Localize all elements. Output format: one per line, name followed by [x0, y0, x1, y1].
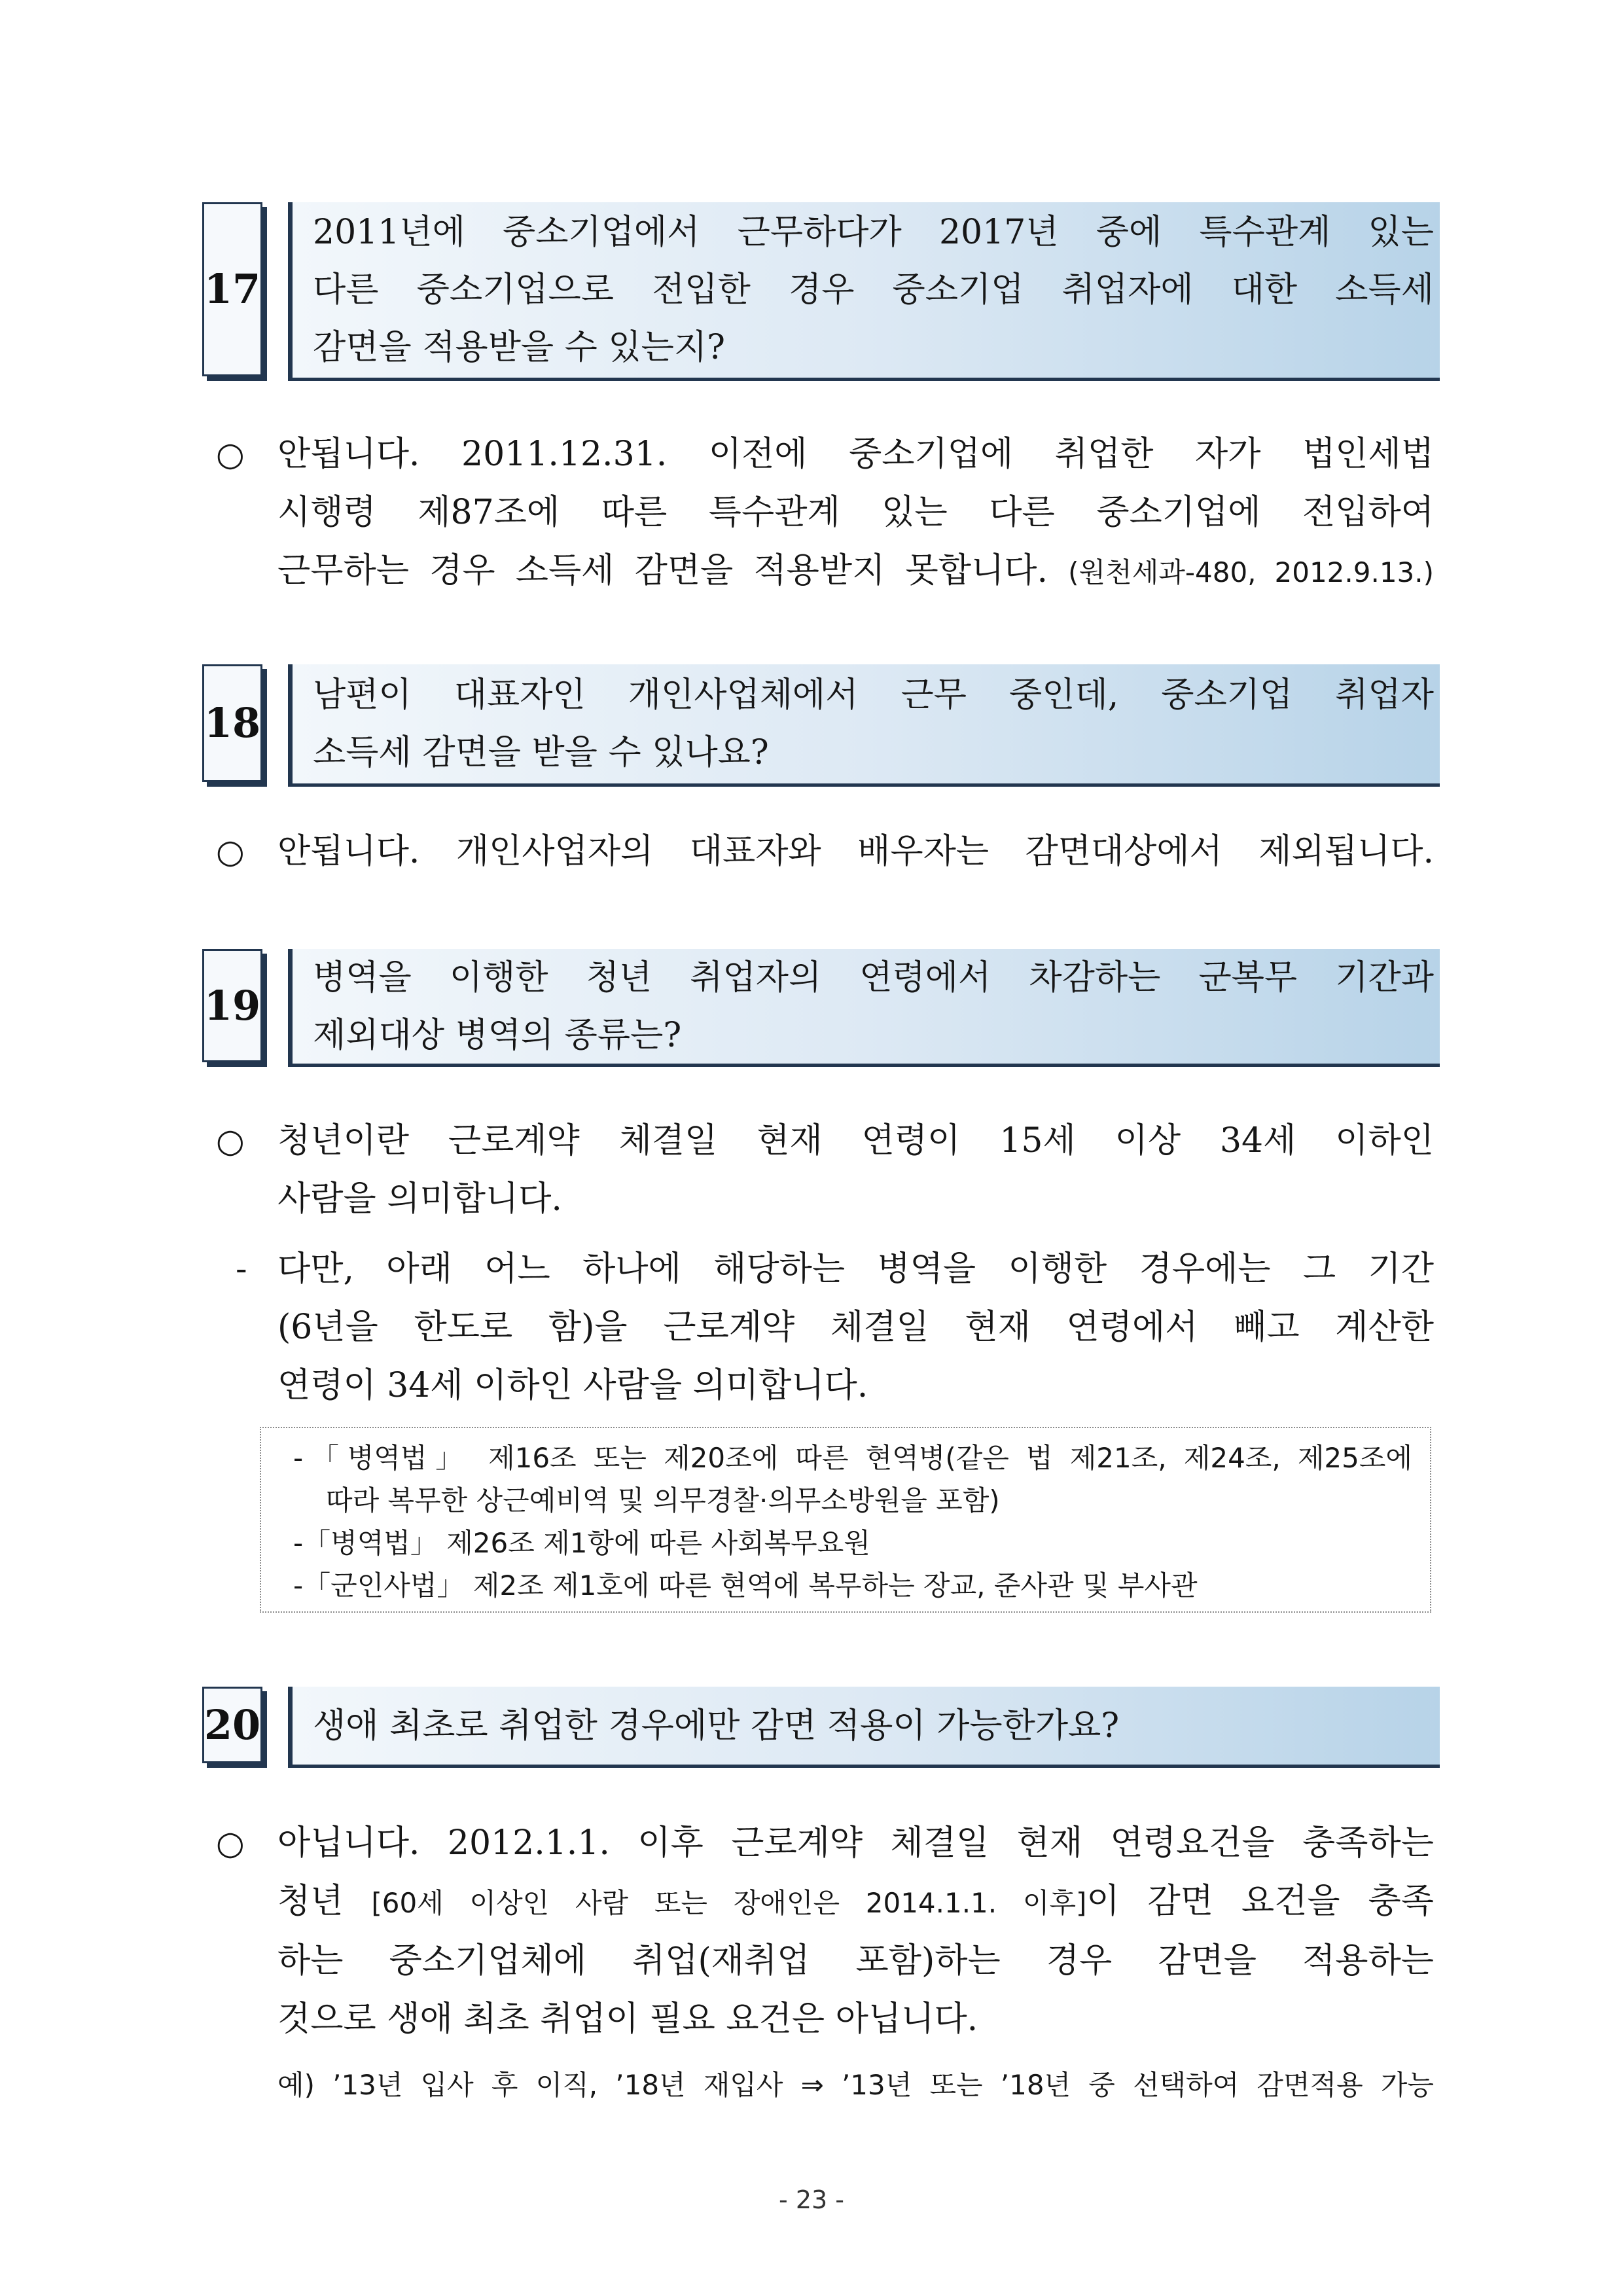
answer-line: [277, 1873, 1434, 1932]
question-line: 다른 중소기업으로 전입한 경우 중소기업 취업자에 대한 소득세: [313, 270, 1434, 310]
answer-line-text: 근무하는 경우 소득세 감면을 적용받지 못합니다.: [277, 551, 1048, 590]
question-line: 소득세 감면을 받을 수 있나요?: [313, 733, 769, 772]
sub-item-line: 연령이 34세 이하인 사람을 의미합니다.: [277, 1366, 868, 1405]
answer-line: 안됩니다. 개인사업자의 대표자와 배우자는 감면대상에서 제외됩니다.: [277, 832, 1434, 871]
answer-line-tail: 이 감면 요건을 충족: [1086, 1882, 1434, 1921]
question-line: 생애 최초로 취업한 경우에만 감면 적용이 가능한가요?: [313, 1706, 1120, 1746]
question-number-box: [202, 664, 262, 782]
answer-text: [277, 425, 1434, 601]
answer-bullet: ○: [216, 435, 245, 473]
question-number: 20: [204, 1700, 261, 1749]
answer-bullet: ○: [216, 833, 245, 870]
answer-line: 안됩니다. 2011.12.31. 이전에 중소기업에 취업한 자가 법인세법: [277, 435, 1434, 474]
answer-reference: (원천세과-480, 2012.9.13.): [1068, 556, 1434, 588]
answer-text: [277, 1814, 1434, 2049]
sub-item-marker: -: [236, 1249, 247, 1289]
answer-line-lead: 청년: [277, 1882, 344, 1921]
answer-line: [277, 542, 1434, 601]
answer-line: 사람을 의미합니다.: [277, 1179, 562, 1219]
question-line: 제외대상 병역의 종류는?: [313, 1015, 682, 1055]
question-number-box: [202, 1687, 262, 1763]
answer-line: 시행령 제87조에 따른 특수관계 있는 다른 중소기업에 전입하여: [277, 493, 1434, 532]
question-box: [288, 1687, 1440, 1768]
sub-item-line: 다만, 아래 어느 하나에 해당하는 병역을 이행한 경우에는 그 기간: [277, 1249, 1434, 1289]
note-line: 따라 복무한 상근예비역 및 의무경찰·의무소방원을 포함): [326, 1484, 1000, 1516]
question-line: 병역을 이행한 청년 취업자의 연령에서 차감하는 군복무 기간과: [313, 958, 1434, 997]
answer-text: [277, 823, 1434, 881]
sub-item-line: (6년을 한도로 함)을 근로계약 체결일 현재 연령에서 빼고 계산한: [277, 1308, 1434, 1347]
answer-line-bracket: [60세 이상인 사람 또는 장애인은 2014.1.1. 이후]: [371, 1887, 1087, 1919]
question-box: [288, 664, 1440, 787]
note-box: [260, 1427, 1431, 1613]
answer-line: 청년이란 근로계약 체결일 현재 연령이 15세 이상 34세 이하인: [277, 1121, 1434, 1160]
answer-text: [277, 1112, 1434, 1229]
question-number: 17: [204, 265, 261, 313]
answer-line: 아닙니다. 2012.1.1. 이후 근로계약 체결일 현재 연령요건을 충족하는: [277, 1823, 1434, 1863]
note-line: -「군인사법」 제2조 제1호에 따른 현역에 복무하는 장교, 준사관 및 부사관: [293, 1570, 1198, 1602]
question-box: [288, 202, 1440, 381]
question-line: 감면을 적용받을 수 있는지?: [313, 328, 726, 367]
example-line: 예) ’13년 입사 후 이직, ’18년 재입사 ⇒ ’13년 또는 ’18년 중 선택하여 감면적용 가능: [277, 2069, 1434, 2101]
page-number: - 23 -: [779, 2185, 844, 2214]
note-line: -「병역법」 제16조 또는 제20조에 따른 현역병(같은 법 제21조, 제24조, 제25조에: [293, 1442, 1412, 1474]
answer-bullet: ○: [216, 1824, 245, 1862]
question-line: 남편이 대표자인 개인사업체에서 근무 중인데, 중소기업 취업자: [313, 675, 1434, 715]
answer-bullet: ○: [216, 1122, 245, 1160]
question-line: 2011년에 중소기업에서 근무하다가 2017년 중에 특수관계 있는: [313, 213, 1434, 252]
question-number-box: [202, 949, 262, 1062]
answer-line: 것으로 생애 최초 취업이 필요 요건은 아닙니다.: [277, 2000, 978, 2039]
question-number-box: [202, 202, 262, 376]
note-line: -「병역법」 제26조 제1항에 따른 사회복무요원: [293, 1527, 870, 1559]
question-number: 19: [204, 981, 261, 1030]
sub-item-text: [277, 1240, 1434, 1415]
answer-line: 하는 중소기업체에 취업(재취업 포함)하는 경우 감면을 적용하는: [277, 1941, 1434, 1981]
question-number: 18: [204, 699, 261, 747]
question-box: [288, 949, 1440, 1067]
